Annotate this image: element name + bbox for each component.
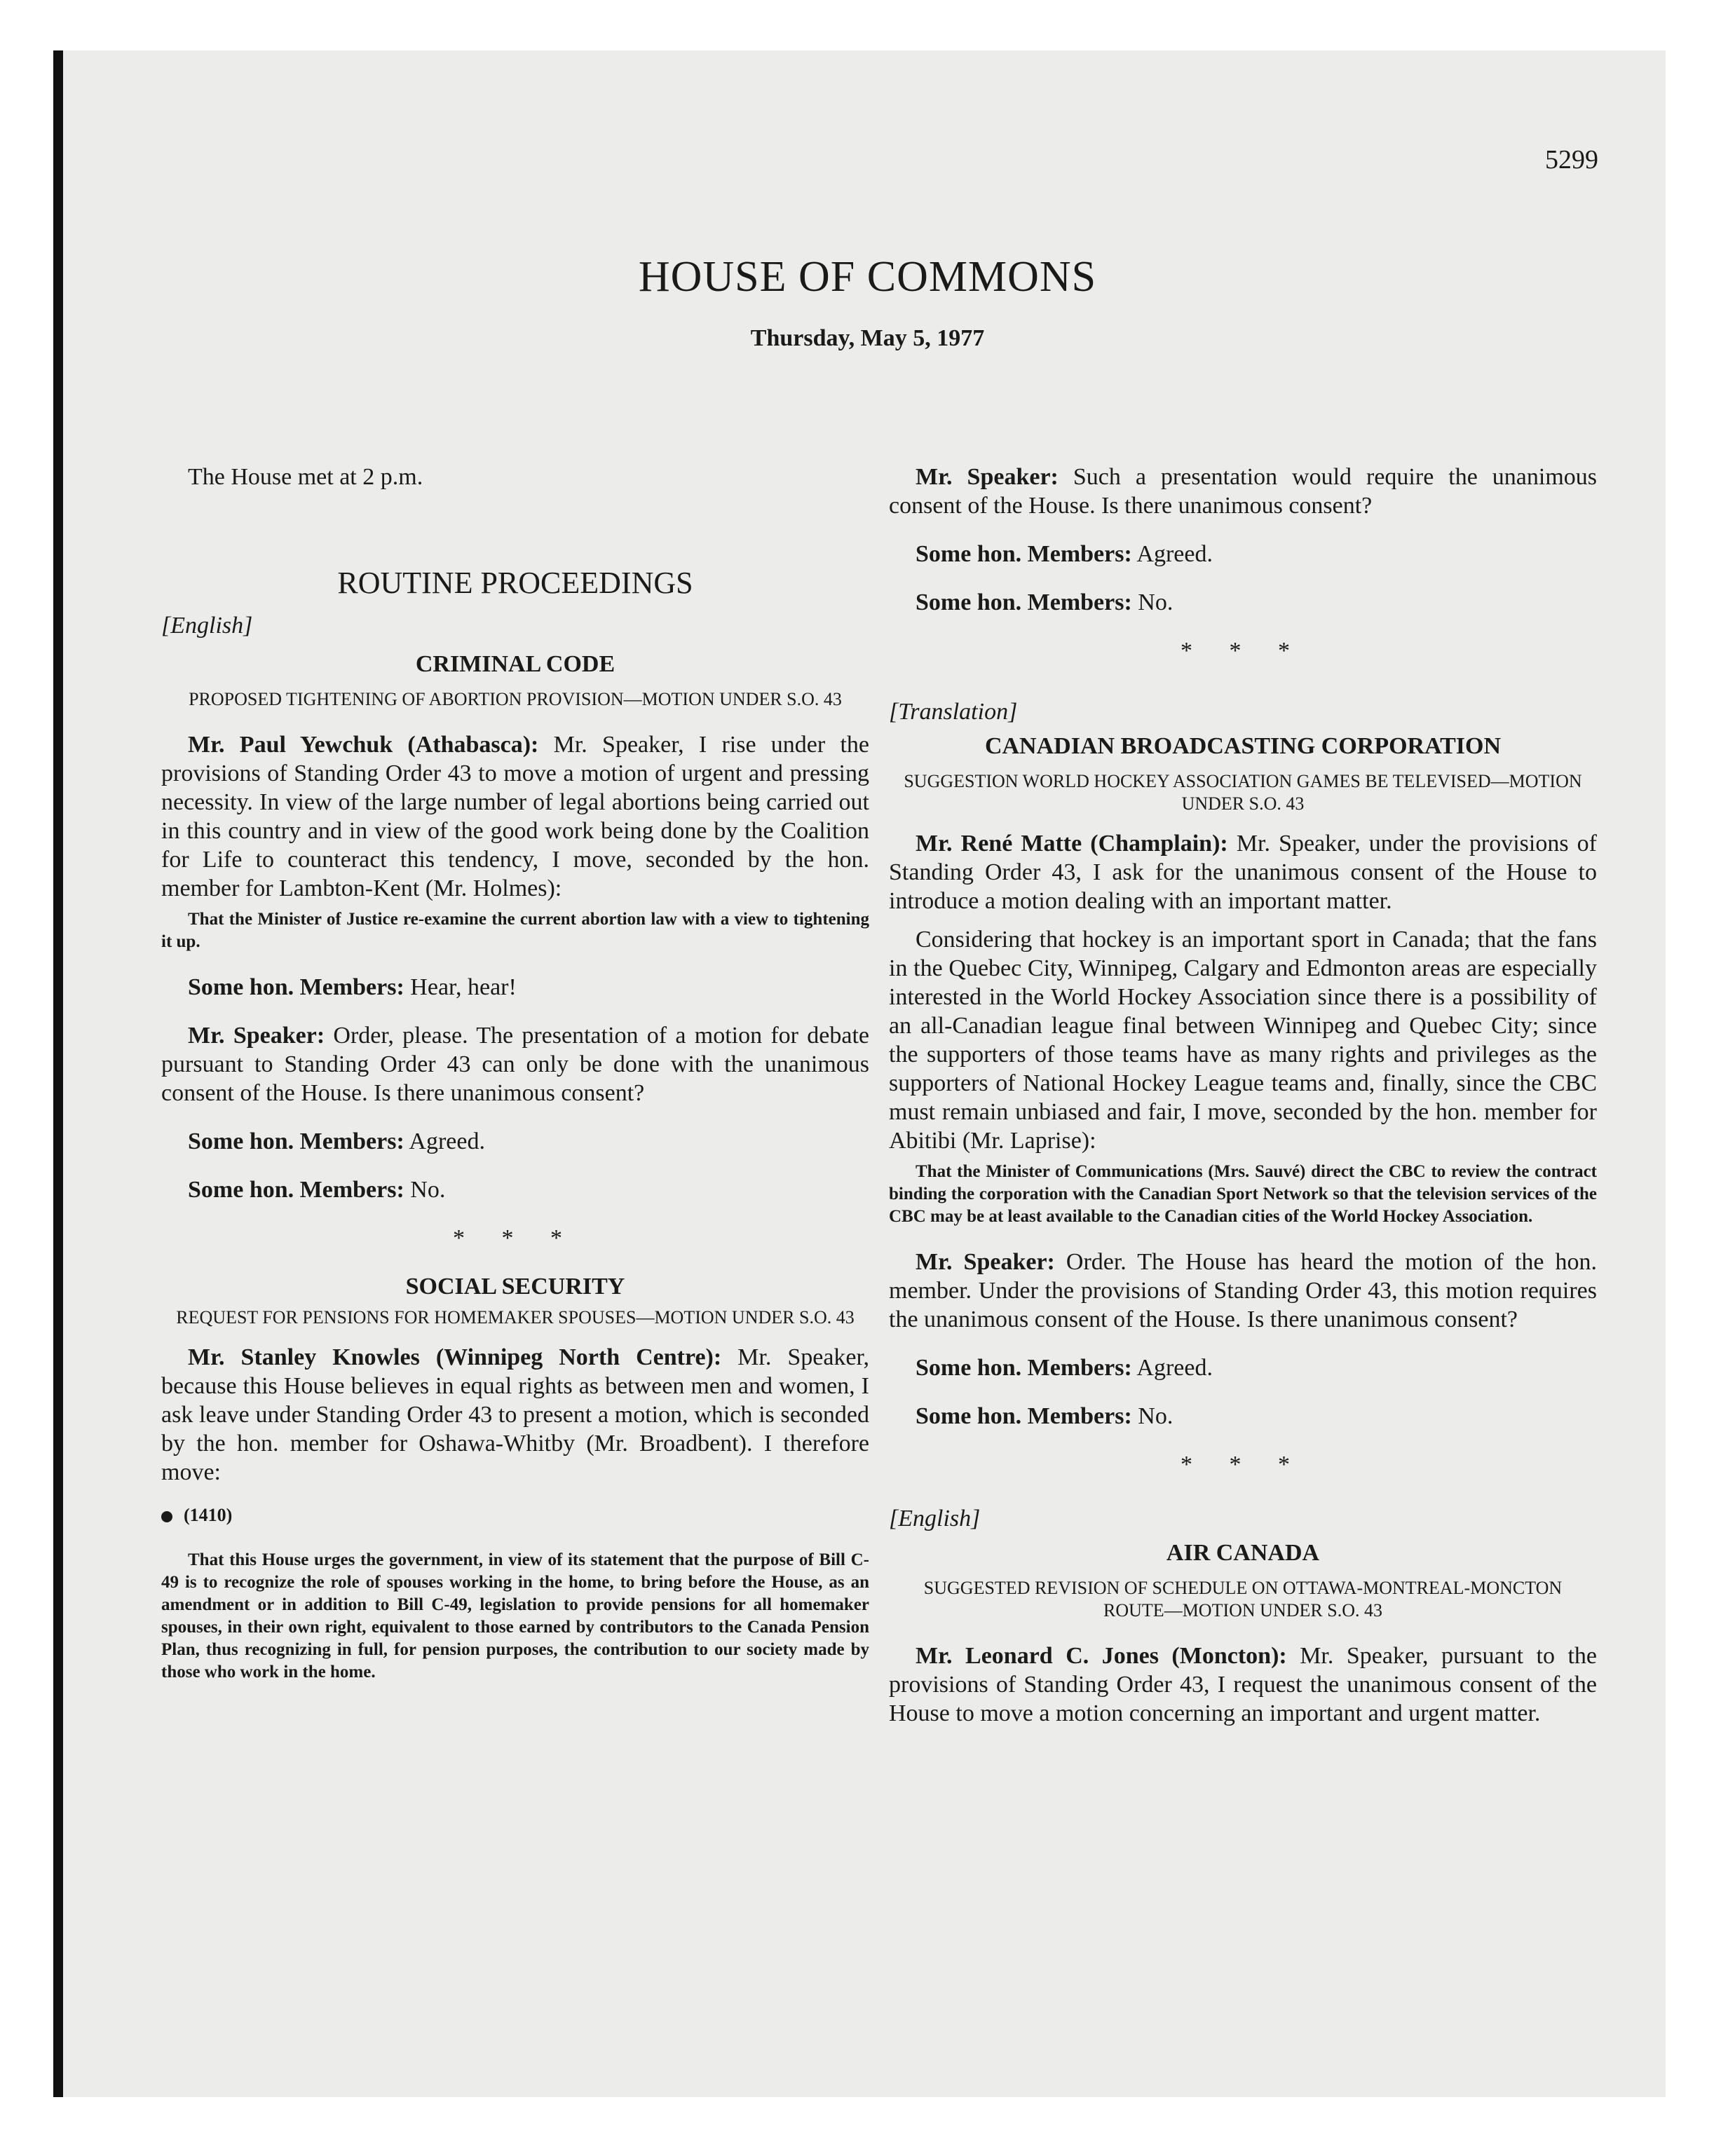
speaker-name: Some hon. Members: xyxy=(188,974,404,1000)
left-column xyxy=(161,463,869,1684)
speaker-name: Mr. Speaker: xyxy=(188,1023,325,1049)
binding-edge xyxy=(53,50,63,2097)
speech-text: Agreed. xyxy=(1131,1355,1213,1381)
bullet-icon xyxy=(161,1511,172,1522)
language-tag: [English] xyxy=(161,613,253,639)
speech-text: Order. The House has heard the motion of the hon. member. Under the provisions of Standing Order 43, this motion requires the unanimous consent of the House. Is there unanimous consent? xyxy=(889,1249,1597,1332)
speech-text: Agreed. xyxy=(1131,541,1213,567)
motion-text: That this House urges the government, in view of its statement that the purpose of Bill C-49 is to recognize the role of spouses working in the home, to bring before the House, as an amendment or in addition to Bill C-49, legislation to provide pensions for all homemaker spouses, in their own right, equivalent to those earned by contributors to the Canada Pension Plan, thus recognizing in full, for pension purposes, the contribution to our society made by those who work in the home. xyxy=(161,1550,869,1681)
section-divider-stars: * * * xyxy=(1181,1452,1305,1478)
speech-text: Mr. Speaker, under the provisions of Standing Order 43, I ask for the unanimous consent of the House to introduce a motion dealing with an important matter. xyxy=(889,831,1597,914)
speech-paragraph xyxy=(889,540,1597,568)
speech-paragraph xyxy=(889,1642,1597,1728)
section-title-criminal-code: CRIMINAL CODE xyxy=(415,651,615,677)
speech-paragraph xyxy=(161,973,869,1002)
speech-paragraph xyxy=(889,463,1597,520)
timestamp xyxy=(161,1501,869,1529)
section-divider-stars: * * * xyxy=(453,1225,578,1251)
speech-paragraph xyxy=(889,588,1597,617)
speech-text: Mr. Speaker, because this House believes in equal rights as between men and women, I ask leave under Standing Order 43 to present a motion, which is seconded by the hon. member for Oshawa-Whitby (Mr. Broadbent). I therefore move: xyxy=(161,1344,869,1485)
speech-paragraph xyxy=(889,1402,1597,1431)
section-subtitle: SUGGESTED REVISION OF SCHEDULE ON OTTAWA-MONTREAL-MONCTON ROUTE—MOTION UNDER S.O. 43 xyxy=(923,1578,1563,1621)
language-tag: [Translation] xyxy=(889,699,1018,725)
speaker-name: Some hon. Members: xyxy=(916,589,1132,615)
section-title-air-canada: AIR CANADA xyxy=(1166,1540,1320,1566)
speech-text: No. xyxy=(1131,1403,1173,1429)
speaker-name: Mr. Stanley Knowles (Winnipeg North Centre): xyxy=(188,1344,722,1370)
page-number: 5299 xyxy=(1545,145,1598,175)
speech-text: Agreed. xyxy=(404,1128,485,1154)
section-subtitle: REQUEST FOR PENSIONS FOR HOMEMAKER SPOUSES—MOTION UNDER S.O. 43 xyxy=(176,1307,855,1328)
speaker-name: Mr. Speaker: xyxy=(916,464,1059,490)
speech-paragraph xyxy=(889,829,1597,915)
speech-paragraph xyxy=(161,1175,869,1204)
speaker-name: Mr. Paul Yewchuk (Athabasca): xyxy=(188,732,539,758)
speech-paragraph xyxy=(161,1343,869,1487)
speech-paragraph xyxy=(889,1353,1597,1382)
speech-paragraph xyxy=(161,1127,869,1156)
speaker-name: Mr. René Matte (Champlain): xyxy=(916,831,1228,857)
section-heading-routine-proceedings: ROUTINE PROCEEDINGS xyxy=(337,566,693,600)
timestamp-text: (1410) xyxy=(184,1505,233,1525)
speaker-name: Some hon. Members: xyxy=(188,1177,404,1203)
right-column xyxy=(889,463,1597,1728)
speech-paragraph xyxy=(889,1248,1597,1334)
speaker-name: Mr. Speaker: xyxy=(916,1249,1055,1275)
speaker-name: Some hon. Members: xyxy=(916,1355,1132,1381)
motion-text: That the Minister of Communications (Mrs. Sauvé) direct the CBC to review the contract binding the corporation with the Canadian Sport Network so that the television services of the CBC may be at least available to the Canadian cities of the World Hockey Association. xyxy=(889,1162,1597,1226)
speech-paragraph: Considering that hockey is an important sport in Canada; that the fans in the Quebec City, Winnipeg, Calgary and Edmonton areas are especially interested in the World Hockey Association since there is a possibility of an all-Canadian league final between Winnipeg and Quebec City; since the supporters of those teams have as many rights and privileges as the supporters of National Hockey League teams and, finally, since the CBC must remain unbiased and fair, I move, seconded by the hon. member for Abitibi (Mr. Laprise): xyxy=(889,927,1597,1154)
section-subtitle: SUGGESTION WORLD HOCKEY ASSOCIATION GAMES BE TELEVISED—MOTION UNDER S.O. 43 xyxy=(904,771,1582,814)
speech-text: Mr. Speaker, I rise under the provisions of Standing Order 43 to move a motion of urgent and pressing necessity. In view of the large number of legal abortions being carried out in this country and in view of the good work being done by the Coalition for Life to counteract this tendency, I move, seconded by the hon. member for Lambton-Kent (Mr. Holmes): xyxy=(161,732,869,901)
speech-paragraph xyxy=(161,1021,869,1107)
speaker-name: Some hon. Members: xyxy=(916,1403,1132,1429)
section-divider-stars: * * * xyxy=(1181,638,1305,664)
speaker-name: Mr. Leonard C. Jones (Moncton): xyxy=(916,1643,1287,1669)
section-subtitle: PROPOSED TIGHTENING OF ABORTION PROVISION—MOTION UNDER S.O. 43 xyxy=(189,689,842,709)
speech-text: Hear, hear! xyxy=(404,974,517,1000)
language-tag: [English] xyxy=(889,1506,981,1531)
speaker-name: Some hon. Members: xyxy=(188,1128,404,1154)
opening-line: The House met at 2 p.m. xyxy=(188,464,423,490)
speaker-name: Some hon. Members: xyxy=(916,541,1132,567)
page-title: HOUSE OF COMMONS xyxy=(638,253,1097,301)
speech-text: Order, please. The presentation of a motion for debate pursuant to Standing Order 43 can only be done with the unanimous consent of the House. Is there unanimous consent? xyxy=(161,1023,869,1106)
motion-text: That the Minister of Justice re-examine the current abortion law with a view to tightening it up. xyxy=(161,910,869,951)
speech-text: No. xyxy=(1131,589,1173,615)
section-title-social-security: SOCIAL SECURITY xyxy=(405,1274,625,1299)
speech-paragraph xyxy=(161,730,869,903)
section-title-cbc: CANADIAN BROADCASTING CORPORATION xyxy=(984,733,1502,759)
sitting-date: Thursday, May 5, 1977 xyxy=(750,325,985,351)
speech-text: Mr. Speaker, pursuant to the provisions of Standing Order 43, I request the unanimous consent of the House to move a motion concerning an important and urgent matter. xyxy=(889,1643,1597,1726)
speech-text: No. xyxy=(404,1177,446,1203)
speech-text: Such a presentation would require the unanimous consent of the House. Is there unanimous consent? xyxy=(889,464,1598,519)
